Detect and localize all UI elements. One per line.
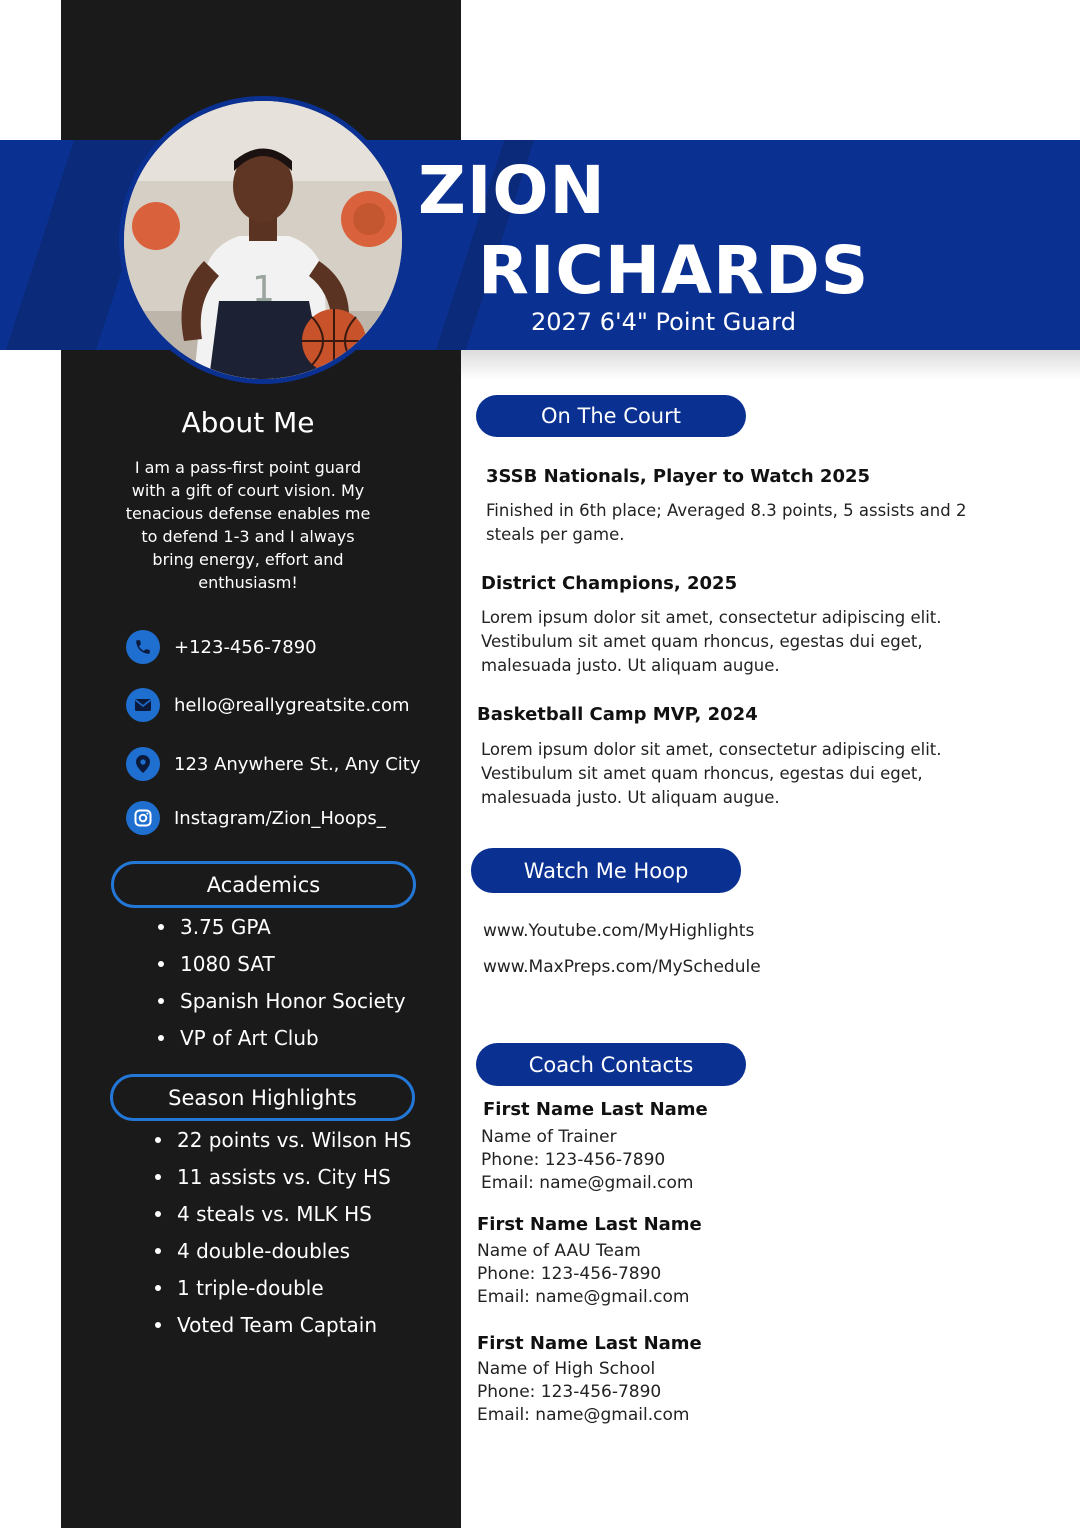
youtube-link[interactable]: www.Youtube.com/MyHighlights [483,921,755,941]
coach-email: Email: name@gmail.com [477,1405,690,1425]
coach-contacts-title: Coach Contacts [528,1052,694,1077]
contact-instagram [126,801,386,835]
court-entry-text: Lorem ipsum dolor sit amet, consectetur adipiscing elit. Vestibulum sit amet quam rhoncus, egestas dui eget, malesuada justo. Ut aliquam augue. [481,608,942,675]
season-highlights-header [110,1074,415,1121]
coach-org: Name of High School [477,1359,656,1379]
academics-header [111,861,416,908]
coach-org: Name of AAU Team [477,1241,641,1261]
list-item: 3.75 GPA [158,915,406,952]
list-item: 11 assists vs. City HS [155,1165,411,1202]
season-highlights-title: Season Highlights [168,1085,357,1110]
email-icon [126,688,160,722]
maxpreps-link[interactable]: www.MaxPreps.com/MySchedule [483,957,761,977]
contact-phone-text: +123-456-7890 [174,636,317,658]
instagram-icon [126,801,160,835]
coach-email: Email: name@gmail.com [477,1287,690,1307]
watch-me-hoop-header [471,848,741,893]
list-item: 1080 SAT [158,952,406,989]
contact-address [126,747,420,781]
list-item: 1 triple-double [155,1276,411,1313]
watch-me-hoop-title: Watch Me Hoop [523,858,689,883]
position-subtitle: 2027 6'4" Point Guard [531,308,796,336]
contact-email [126,688,410,722]
list-item: Voted Team Captain [155,1313,411,1350]
banner-shadow [461,350,1080,380]
contact-phone [126,630,317,664]
first-name: ZION [418,152,606,229]
contact-address-text: 123 Anywhere St., Any City [174,753,421,775]
coach-phone: Phone: 123-456-7890 [481,1150,666,1170]
coach-details [477,1240,689,1309]
court-entry-text: Finished in 6th place; Averaged 8.3 points, 5 assists and 2 steals per game. [486,501,967,544]
list-item: 4 double-doubles [155,1239,411,1276]
court-entry-heading: Basketball Camp MVP, 2024 [477,704,758,725]
coach-phone: Phone: 123-456-7890 [477,1382,662,1402]
svg-text:1: 1 [252,269,275,310]
list-item: Spanish Honor Society [158,989,406,1026]
coach-name: First Name Last Name [483,1099,708,1120]
court-entry-text: Lorem ipsum dolor sit amet, consectetur adipiscing elit. Vestibulum sit amet quam rhoncus, egestas dui eget, malesuada justo. Ut aliquam augue. [481,740,942,807]
coach-name: First Name Last Name [477,1214,702,1235]
coach-org: Name of Trainer [481,1127,617,1147]
contact-email-text: hello@reallygreatsite.com [174,694,410,716]
last-name: RICHARDS [478,232,870,309]
on-the-court-header [476,395,746,437]
list-item: VP of Art Club [158,1026,406,1063]
contact-instagram-text: Instagram/Zion_Hoops_ [174,807,386,829]
court-entry-heading: 3SSB Nationals, Player to Watch 2025 [486,466,871,487]
phone-icon [126,630,160,664]
about-text: I am a pass-first point guard with a gift of court vision. My tenacious defense enables me to defend 1-3 and I always bring energy, effort and enthusiasm! [125,458,371,592]
location-pin-icon [126,747,160,781]
court-entry-heading: District Champions, 2025 [481,573,738,594]
list-item: 4 steals vs. MLK HS [155,1202,411,1239]
coach-details [481,1126,693,1195]
academics-list [158,915,406,1063]
coach-contacts-header [476,1043,746,1086]
on-the-court-title: On The Court [541,404,681,428]
academics-title: Academics [206,872,321,897]
coach-phone: Phone: 123-456-7890 [477,1264,662,1284]
coach-details [477,1358,689,1427]
coach-name: First Name Last Name [477,1333,702,1354]
coach-email: Email: name@gmail.com [481,1173,694,1193]
profile-photo [119,96,407,384]
list-item: 22 points vs. Wilson HS [155,1128,411,1165]
season-highlights-list [155,1128,411,1350]
about-title: About Me [181,406,315,439]
